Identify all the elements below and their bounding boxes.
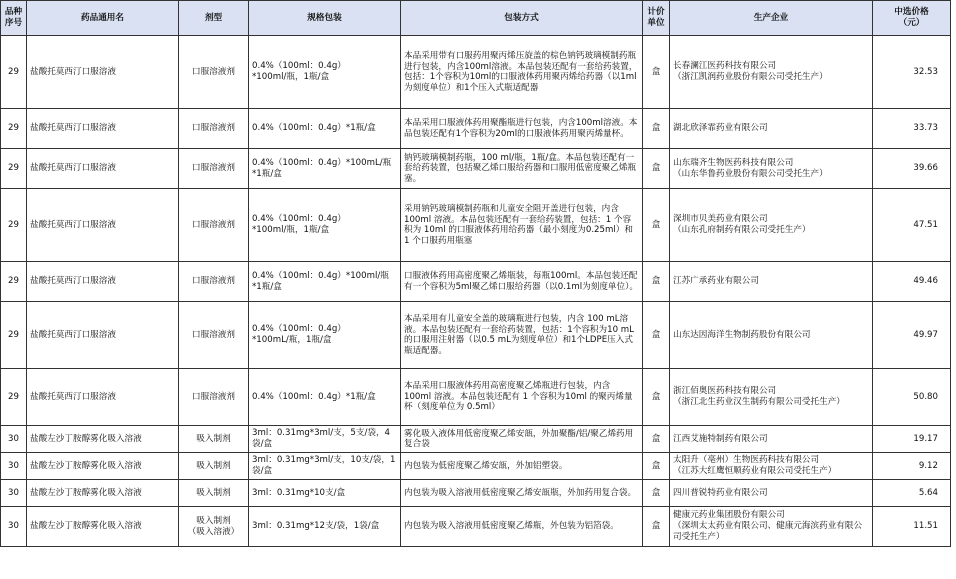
cell-no: 29 [1,36,27,109]
cell-drug-name: 盐酸托莫西汀口服溶液 [27,302,179,369]
cell-packaging: 内包装为吸入溶液用低密度聚乙烯瓶，外包装为铝箔袋。 [401,507,643,547]
cell-price: 39.66 [873,149,951,189]
cell-unit: 盒 [643,109,670,149]
cell-dosage-form: 口服溶液剂 [179,189,249,262]
cell-no: 30 [1,426,27,453]
cell-manufacturer: 湖北欣泽霏药业有限公司 [670,109,873,149]
table-body [1,36,951,547]
header-name: 药品通用名 [27,1,179,36]
table-row [1,262,951,302]
cell-packaging: 本品采用带有口服药用聚丙烯压旋盖的棕色钠钙玻璃模制药瓶进行包装，内含100ml溶液。本品包装还配有一套给药装置，包括：1个容积为10ml的口服液体药用聚丙烯给药器（以1ml为刻度单位）和1个压入式瓶适配器 [401,36,643,109]
cell-unit: 盒 [643,369,670,426]
cell-drug-name: 盐酸托莫西汀口服溶液 [27,189,179,262]
cell-price: 49.46 [873,262,951,302]
cell-price: 32.53 [873,36,951,109]
table-row [1,369,951,426]
cell-drug-name: 盐酸左沙丁胺醇雾化吸入溶液 [27,480,179,507]
cell-spec: 3ml：0.31mg*3ml/支，10支/袋，1袋/盒 [249,453,401,480]
cell-packaging: 口服液体药用高密度聚乙烯瓶装，每瓶100ml。本品包装还配有一个容积为5ml聚乙烯口服给药器（以0.1ml为刻度单位）。 [401,262,643,302]
cell-unit: 盒 [643,149,670,189]
cell-spec: 0.4%（100ml：0.4g）*1瓶/盒 [249,109,401,149]
table-row [1,507,951,547]
cell-spec: 3ml：0.31mg*10支/盒 [249,480,401,507]
cell-dosage-form: 口服溶液剂 [179,262,249,302]
table-row [1,426,951,453]
cell-no: 29 [1,262,27,302]
cell-unit: 盒 [643,507,670,547]
table-row [1,189,951,262]
cell-drug-name: 盐酸托莫西汀口服溶液 [27,369,179,426]
table-row [1,36,951,109]
cell-manufacturer: 健康元药业集团股份有限公司 （深圳太太药业有限公司、健康元海滨药业有限公司受托生产） [670,507,873,547]
cell-drug-name: 盐酸左沙丁胺醇雾化吸入溶液 [27,426,179,453]
cell-packaging: 内包装为吸入溶液用低密度聚乙烯安瓿瓶，外加药用复合袋。 [401,480,643,507]
cell-no: 29 [1,109,27,149]
table-row [1,109,951,149]
cell-no: 30 [1,453,27,480]
table-row [1,480,951,507]
header-price: 中选价格 （元） [873,1,951,36]
cell-spec: 0.4%（100ml：0.4g）*100ml/瓶 *1瓶/盒 [249,262,401,302]
cell-manufacturer: 江苏广承药业有限公司 [670,262,873,302]
cell-packaging: 内包装为低密度聚乙烯安瓿，外加铝塑袋。 [401,453,643,480]
table-row [1,453,951,480]
cell-packaging: 采用钠钙玻璃模制药瓶和儿童安全阻开盖进行包装，内含 100ml 溶液。本品包装还配有一套给药装置，包括：1 个容积为 10ml 的口服液体药用给药器（最小刻度为0.25ml）和 1 个口服药用瓶塞 [401,189,643,262]
cell-price: 47.51 [873,189,951,262]
cell-no: 29 [1,369,27,426]
table-row [1,302,951,369]
header-unit: 计价 单位 [643,1,670,36]
cell-price: 50.80 [873,369,951,426]
cell-drug-name: 盐酸托莫西汀口服溶液 [27,109,179,149]
cell-drug-name: 盐酸左沙丁胺醇雾化吸入溶液 [27,453,179,480]
cell-manufacturer: 江西艾施特制药有限公司 [670,426,873,453]
cell-packaging: 本品采用有儿童安全盖的玻璃瓶进行包装，内含 100 mL溶液。本品包装还配有一套给药装置，包括：1个容积为10 mL的口服用注射器（以0.5 mL为刻度单位）和1个LDPE压入式瓶适配器。 [401,302,643,369]
cell-no: 29 [1,302,27,369]
cell-drug-name: 盐酸左沙丁胺醇雾化吸入溶液 [27,507,179,547]
cell-no: 30 [1,507,27,547]
cell-dosage-form: 吸入制剂 [179,426,249,453]
cell-packaging: 雾化吸入液体用低密度聚乙烯安瓿，外加聚酯/铝/聚乙烯药用复合袋 [401,426,643,453]
cell-dosage-form: 吸入制剂 [179,480,249,507]
cell-packaging: 本品采用口服液体药用高密度聚乙烯瓶进行包装，内含 100ml 溶液。本品包装还配有 1 个容积为10ml 的聚丙烯量杯（刻度单位为 0.5ml） [401,369,643,426]
cell-price: 33.73 [873,109,951,149]
cell-price: 9.12 [873,453,951,480]
table-row [1,149,951,189]
cell-spec: 3ml：0.31mg*12支/袋，1袋/盒 [249,507,401,547]
cell-dosage-form: 口服溶液剂 [179,149,249,189]
cell-manufacturer: 山东瑞齐生物医药科技有限公司 （山东华鲁药业股份有限公司受托生产） [670,149,873,189]
cell-spec: 0.4%（100ml：0.4g） *100ml/瓶，1瓶/盒 [249,189,401,262]
cell-dosage-form: 吸入制剂 （吸入溶液） [179,507,249,547]
header-spec: 规格包装 [249,1,401,36]
cell-manufacturer: 山东达因海洋生物制药股份有限公司 [670,302,873,369]
cell-manufacturer: 深圳市贝美药业有限公司 （山东孔府制药有限公司受托生产） [670,189,873,262]
header-row [1,1,951,36]
cell-unit: 盒 [643,453,670,480]
cell-no: 29 [1,149,27,189]
cell-drug-name: 盐酸托莫西汀口服溶液 [27,149,179,189]
cell-dosage-form: 口服溶液剂 [179,36,249,109]
cell-price: 5.64 [873,480,951,507]
cell-drug-name: 盐酸托莫西汀口服溶液 [27,36,179,109]
header-no: 品种 序号 [1,1,27,36]
cell-packaging: 本品采用口服液体药用聚酯瓶进行包装，内含100ml溶液。本品包装还配有1个容积为20ml的口服液体药用聚丙烯量杯。 [401,109,643,149]
cell-dosage-form: 口服溶液剂 [179,369,249,426]
cell-manufacturer: 长春澜江医药科技有限公司 （浙江凯润药业股份有限公司受托生产） [670,36,873,109]
cell-spec: 3ml：0.31mg*3ml/支，5支/袋，4袋/盒 [249,426,401,453]
cell-unit: 盒 [643,262,670,302]
cell-drug-name: 盐酸托莫西汀口服溶液 [27,262,179,302]
header-form: 剂型 [179,1,249,36]
cell-manufacturer: 四川普锐特药业有限公司 [670,480,873,507]
cell-spec: 0.4%（100ml：0.4g）*1瓶/盒 [249,369,401,426]
cell-spec: 0.4%（100ml：0.4g） *100ml/瓶，1瓶/盒 [249,36,401,109]
cell-dosage-form: 吸入制剂 [179,453,249,480]
header-pack: 包装方式 [401,1,643,36]
cell-spec: 0.4%（100ml：0.4g）*100mL/瓶 *1瓶/盒 [249,149,401,189]
cell-unit: 盒 [643,302,670,369]
cell-price: 49.97 [873,302,951,369]
cell-no: 30 [1,480,27,507]
header-maker: 生产企业 [670,1,873,36]
cell-no: 29 [1,189,27,262]
cell-manufacturer: 太阳升（亳州）生物医药科技有限公司 （江苏大红鹰恒顺药业有限公司受托生产） [670,453,873,480]
cell-dosage-form: 口服溶液剂 [179,109,249,149]
cell-unit: 盒 [643,480,670,507]
cell-packaging: 钠钙玻璃模制药瓶，100 ml/瓶，1瓶/盒。本品包装还配有一套给药装置，包括聚乙烯口服给药器和口服用低密度聚乙烯瓶塞。 [401,149,643,189]
cell-dosage-form: 口服溶液剂 [179,302,249,369]
cell-spec: 0.4%（100ml：0.4g） *100mL/瓶，1瓶/盒 [249,302,401,369]
cell-price: 11.51 [873,507,951,547]
cell-manufacturer: 浙江佰奥医药科技有限公司 （浙江北生药业汉生制药有限公司受托生产） [670,369,873,426]
cell-unit: 盒 [643,36,670,109]
cell-unit: 盒 [643,189,670,262]
cell-price: 19.17 [873,426,951,453]
cell-unit: 盒 [643,426,670,453]
